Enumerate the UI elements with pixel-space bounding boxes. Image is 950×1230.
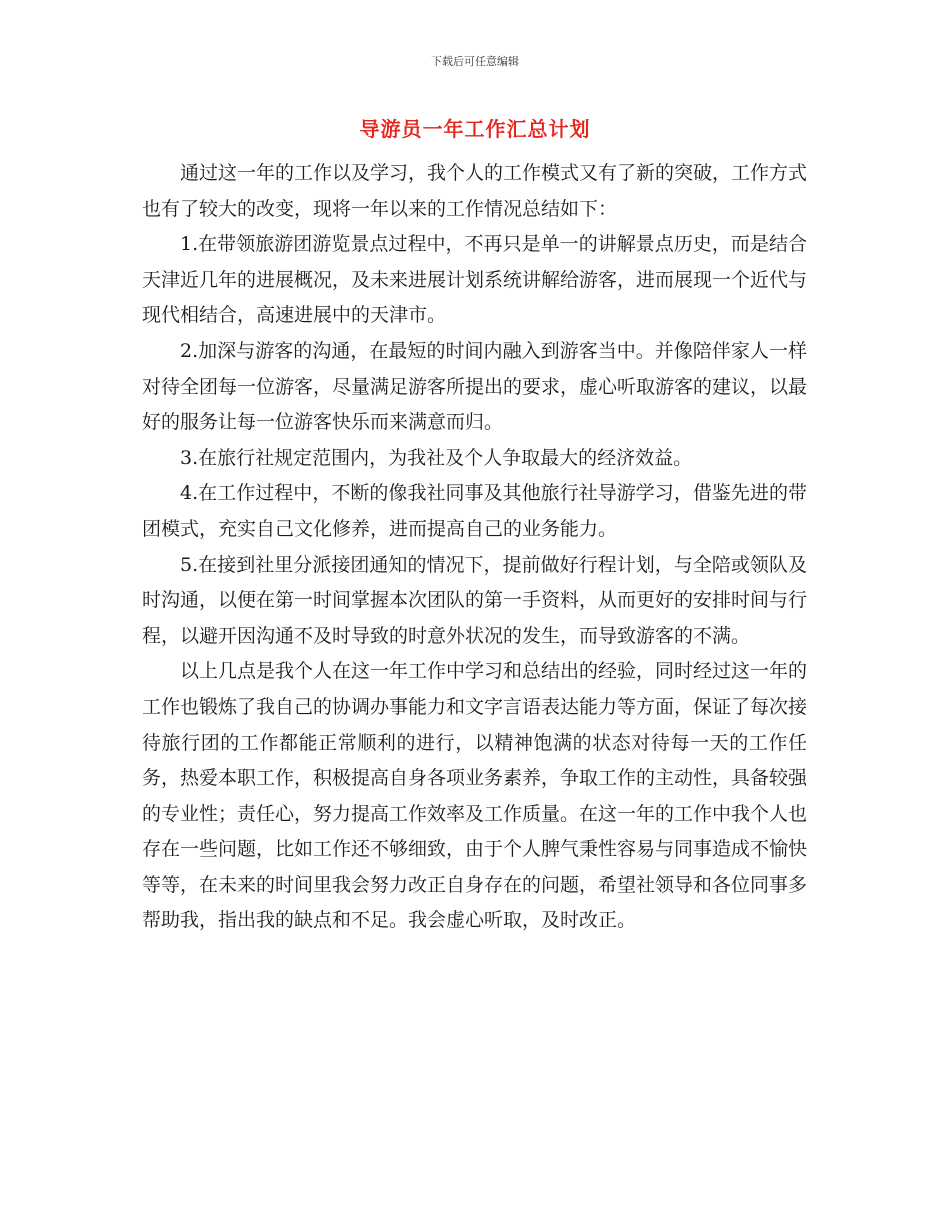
document-title: 导游员一年工作汇总计划	[359, 117, 591, 141]
paragraph-point-1: 1.在带领旅游团游览景点过程中，不再只是单一的讲解景点历史，而是结合天津近几年的进展概况，及未来进展计划系统讲解给游客，进而展现一个近代与现代相结合，高速进展中的天津市。	[142, 233, 808, 327]
paragraph-point-4: 4.在工作过程中，不断的像我社同事及其他旅行社导游学习，借鉴先进的带团模式，充实自己文化修养，进而提高自己的业务能力。	[142, 482, 807, 540]
document-body	[142, 156, 807, 939]
paragraph-point-5: 5.在接到社里分派接团通知的情况下，提前做好行程计划，与全陪或领队及时沟通，以便在第一时间掌握本次团队的第一手资料，从而更好的安排时间与行程，以避开因沟通不及时导致的时意外状况的发生，而导致游客的不满。	[142, 553, 808, 647]
header-note: 下载后可任意编辑	[431, 55, 519, 68]
paragraph-point-3: 3.在旅行社规定范围内，为我社及个人争取最大的经济效益。	[180, 446, 693, 469]
paragraph-point-2: 2.加深与游客的沟通，在最短的时间内融入到游客当中。并像陪伴家人一样对待全团每一位游客，尽量满足游客所提出的要求，虚心听取游客的建议，以最好的服务让每一位游客快乐而来满意而归。	[142, 339, 808, 434]
paragraph-intro: 通过这一年的工作以及学习，我个人的工作模式又有了新的突破，工作方式也有了较大的改变，现将一年以来的工作情况总结如下：	[142, 162, 808, 220]
paragraph-summary: 以上几点是我个人在这一年工作中学习和总结出的经验，同时经过这一年的工作也锻炼了我自己的协调办事能力和文字言语表达能力等方面，保证了每次接待旅行团的工作都能正常顺利的进行，以精神饱满的状态对待每一天的工作任务，热爱本职工作，积极提高自身各项业务素养，争取工作的主动性，具备较强的专业性；责任心，努力提高工作效率及工作质量。在这一年的工作中我个人也存在一些问题，比如工作还不够细致，由于个人脾气秉性容易与同事造成不愉快等等，在未来的时间里我会努力改正自身存在的问题，希望社领导和各位同事多帮助我，指出我的缺点和不足。我会虚心听取，及时改正。	[142, 660, 808, 932]
